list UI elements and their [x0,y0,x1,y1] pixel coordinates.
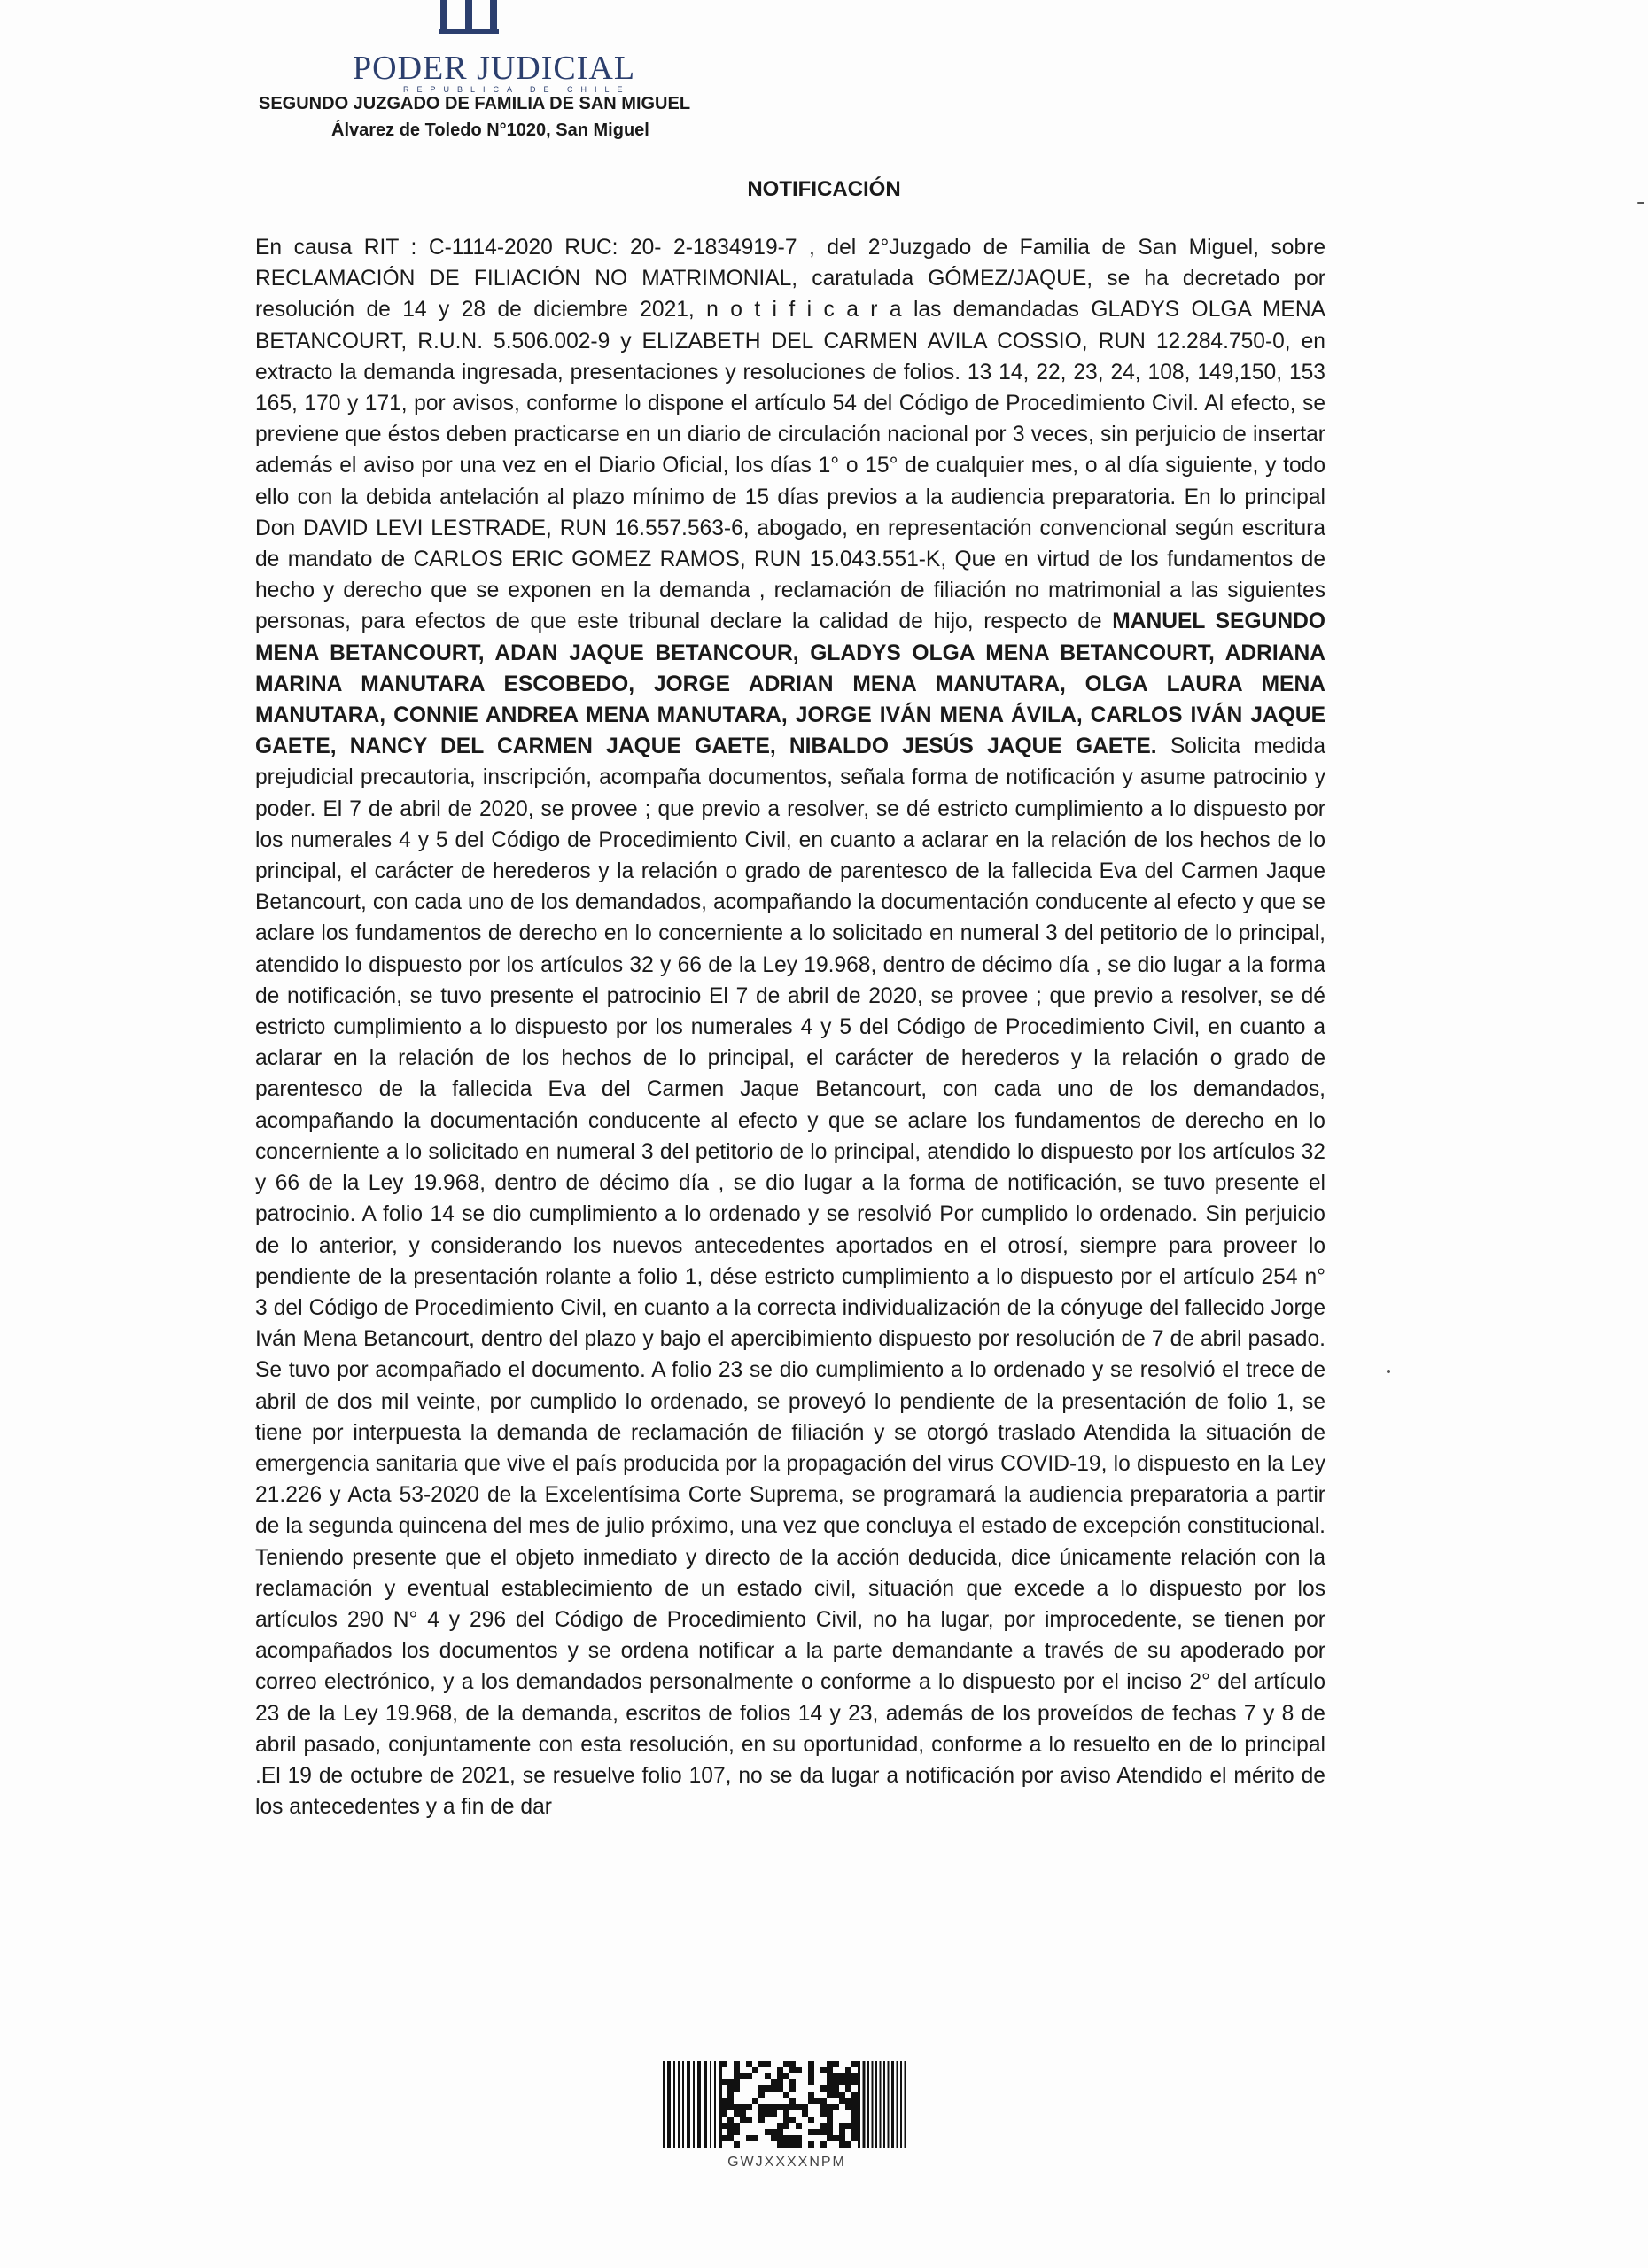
scan-speck [1637,202,1644,204]
country-name: REPUBLICA DE CHILE [403,85,631,94]
court-address: Álvarez de Toledo N°1020, San Miguel [331,120,649,140]
barcode-icon [663,2061,911,2148]
institution-name: PODER JUDICIAL [353,50,636,87]
court-name: SEGUNDO JUZGADO DE FAMILIA DE SAN MIGUEL [259,94,691,113]
body-paragraph-start: En causa RIT : C-1114-2020 RUC: 20- 2-1834919-7 , del 2°Juzgado de Familia de San Miguel, sobre RECLAMACIÓN DE FILIACIÓN NO MATRIMONIAL, caratulada GÓMEZ/JAQUE, se ha decretado por resolución de 14 y 28 de diciembre 2021, n o t i f i c a r a las demandadas GLADYS OLGA MENA BETANCOURT, R.U.N. 5.506.002-9 y ELIZABETH DEL CARMEN AVILA COSSIO, RUN 12.284.750-0, en extracto la demanda ingresada, presentaciones y resoluciones de folios. 13 14, 22, 23, 24, 108, 149,150, 153 165, 170 y 171, por avisos, conforme lo dispone el artículo 54 del Código de Procedimiento Civil. Al efecto, se previene que éstos deben practicarse en un diario de circulación nacional por 3 veces, sin perjuicio de insertar además el aviso por una vez en el Diario Oficial, los días 1° o 15° de cualquier mes, o al día siguiente, y todo ello con la debida antelación al plazo mínimo de 15 días previos a la audiencia preparatoria. En lo principal Don DAVID LEVI LESTRADE, RUN 16.557.563-6, abogado, en representación convencional según escritura de mandato de CARLOS ERIC GOMEZ RAMOS, RUN 15.043.551-K, Que en virtud de los fundamentos de hecho y derecho que se exponen en la demanda , reclamación de filiación no matrimonial a las siguientes personas, para efectos de que este tribunal declare la calidad de hijo, respecto de [255,236,1325,634]
respondents-list: MANUEL SEGUNDO MENA BETANCOURT, ADAN JAQUE BETANCOUR, GLADYS OLGA MENA BETANCOURT, ADRIANA MARINA MANUTARA ESCOBEDO, JORGE ADRIAN MENA MANUTARA, OLGA LAURA MENA MANUTARA, CONNIE ANDREA MENA MANUTARA, JORGE IVÁN MENA ÁVILA, CARLOS IVÁN JAQUE GAETE, NANCY DEL CARMEN JAQUE GAETE, NIBALDO JESÚS JAQUE GAETE. [255,610,1325,759]
scan-speck [1387,1370,1390,1373]
document-title: NOTIFICACIÓN [747,177,901,201]
barcode-code: GWJXXXXNPM [727,2155,846,2167]
letterhead [248,0,780,151]
poder-judicial-emblem-icon [439,0,499,35]
body-paragraph-rest: Solicita medida prejudicial precautoria, inscripción, acompaña documentos, señala forma de notificación y asume patrocinio y poder. El 7 de abril de 2020, se provee ; que previo a resolver, se dé estricto cumplimiento a lo dispuesto por los numerales 4 y 5 del Código de Procedimiento Civil, en cuanto a aclarar en la relación de los hechos de lo principal, el carácter de herederos y la relación o grado de parentesco de la fallecida Eva del Carmen Jaque Betancourt, con cada uno de los demandados, acompañando la documentación conducente al efecto y que se aclare los fundamentos de derecho en lo concerniente a lo solicitado en numeral 3 del petitorio de lo principal, atendido lo dispuesto por los artículos 32 y 66 de la Ley 19.968, dentro de décimo día , se dio lugar a la forma de notificación, se tuvo presente el patrocinio El 7 de abril de 2020, se provee ; que previo a resolver, se dé estricto cumplimiento a lo dispuesto por los numerales 4 y 5 del Código de Procedimiento Civil, en cuanto a aclarar en la relación de los hechos de lo principal, el carácter de herederos y la relación o grado de parentesco de la fallecida Eva del Carmen Jaque Betancourt, con cada uno de los demandados, acompañando la documentación conducente al efecto y que se aclare los fundamentos de derecho en lo concerniente a lo solicitado en numeral 3 del petitorio de lo principal, atendido lo dispuesto por los artículos 32 y 66 de la Ley 19.968, dentro de décimo día , se dio lugar a la forma de notificación, se tuvo presente el patrocinio. A folio 14 se dio cumplimiento a lo ordenado y se resolvió Por cumplido lo ordenado. Sin perjuicio de lo anterior, y considerando los nuevos antecedentes aportados en el otrosí, siempre para proveer lo pendiente de la presentación rolante a folio 1, dése estricto cumplimiento a lo dispuesto por el artículo 254 n° 3 del Código de Procedimiento Civil, en cuanto a la correcta individualización de la cónyuge del fallecido Jorge Iván Mena Betancourt, dentro del plazo y bajo el apercibimiento dispuesto por resolución de 7 de abril pasado. Se tuvo por acompañado el documento. A folio 23 se dio cumplimiento a lo ordenado y se resolvió el trece de abril de dos mil veinte, por cumplido lo ordenado, se proveyó lo pendiente de la presentación de folio 1, se tiene por interpuesta la demanda de reclamación de filiación y se otorgó traslado Atendida la situación de emergencia sanitaria que vive el país producida por la propagación del virus COVID-19, lo dispuesto en la Ley 21.226 y Acta 53-2020 de la Excelentísima Corte Suprema, se programará la audiencia preparatoria a partir de la segunda quincena del mes de julio próximo, una vez que concluya el estado de excepción constitucional. Teniendo presente que el objeto inmediato y directo de la acción deducida, dice únicamente relación con la reclamación y eventual establecimiento de un estado civil, situación que excede a lo dispuesto por los artículos 290 N° 4 y 296 del Código de Procedimiento Civil, no ha lugar, por improcedente, se tienen por acompañados los documentos y se ordena notificar a la parte demandante a través de su apoderado por correo electrónico, y a los demandados personalmente o conforme a lo dispuesto por el inciso 2° del artículo 23 de la Ley 19.968, de la demanda, escritos de folios 14 y 23, además de los proveídos de fechas 7 y 8 de abril pasado, conjuntamente con esta resolución, en su oportunidad, conforme a lo resuelto en de lo principal .El 19 de octubre de 2021, se resuelve folio 107, no se da lugar a notificación por aviso Atendido el mérito de los antecedentes y a fin de dar [255,734,1326,1820]
notification-body [255,232,1325,1822]
